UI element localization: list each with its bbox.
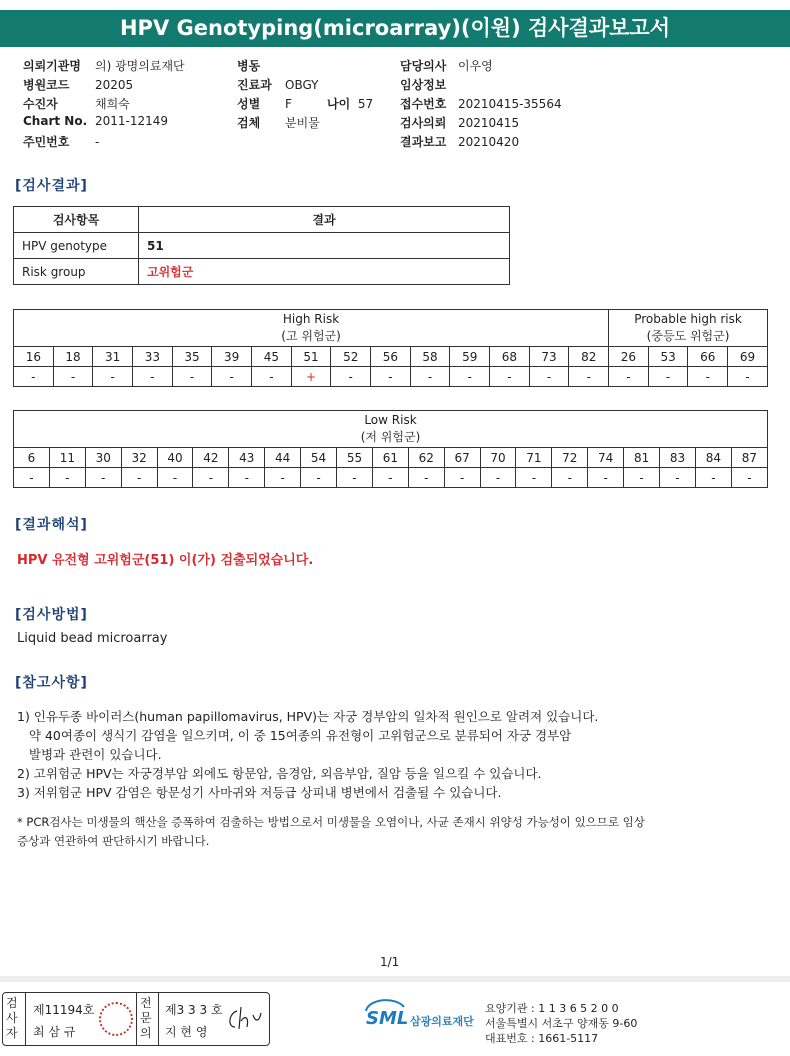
genotype-type: 42 xyxy=(193,448,229,468)
genotype-result: - xyxy=(371,367,411,387)
table-row xyxy=(14,233,510,259)
genotype-type: 67 xyxy=(444,448,480,468)
info-value: 이우영 xyxy=(458,59,493,73)
genotype-result: - xyxy=(252,367,292,387)
genotype-result: - xyxy=(331,367,371,387)
genotype-type: 73 xyxy=(529,347,569,367)
logo-text: SML xyxy=(366,1008,409,1029)
reviewer-name: 지 현 영 xyxy=(165,1025,208,1039)
probable-high-risk-header: Probable high risk (중등도 위험군) xyxy=(609,310,768,347)
genotype-type: 74 xyxy=(588,448,624,468)
result-item: Risk group xyxy=(14,259,139,285)
footnote-line: 증상과 연관하여 판단하시기 바랍니다. xyxy=(17,834,210,848)
genotype-result: - xyxy=(14,367,54,387)
signature-icon xyxy=(225,1005,263,1033)
footnote-line: * PCR검사는 미생물의 핵산을 증폭하여 검출하는 방법으로서 미생물을 오염이나, 사균 존재시 위양성 가능성이 있으므로 임상 xyxy=(17,815,645,829)
genotype-result: - xyxy=(85,468,121,488)
info-value: 2011-12149 xyxy=(95,114,169,128)
high-risk-header: High Risk (고 위험군) xyxy=(14,310,609,347)
result-table xyxy=(13,206,510,285)
page-number: 1/1 xyxy=(380,955,400,969)
section-reference-title: [참고사항] xyxy=(15,675,88,691)
genotype-result: - xyxy=(410,367,450,387)
section-result-title: [검사결과] xyxy=(15,178,88,194)
genotype-result: - xyxy=(490,367,530,387)
examiner-label: 검사자 xyxy=(6,996,18,1040)
info-value: 20210415 xyxy=(458,116,520,130)
genotype-type: 33 xyxy=(133,347,173,367)
section-method-title: [검사방법] xyxy=(15,607,88,623)
info-field xyxy=(23,76,133,93)
genotype-type: 56 xyxy=(371,347,411,367)
org-address: 서울특별시 서초구 양재동 9-60 xyxy=(485,1017,638,1030)
genotype-result: - xyxy=(408,468,444,488)
genotype-result: - xyxy=(516,468,552,488)
info-field xyxy=(23,133,99,150)
info-label: 의뢰기관명 xyxy=(23,59,81,73)
examiner-name: 최 삼 규 xyxy=(33,1025,76,1039)
genotype-type: 44 xyxy=(265,448,301,468)
info-label: 검체 xyxy=(237,116,261,130)
info-field xyxy=(237,57,285,74)
reference-notes xyxy=(17,707,777,802)
reference-line: 1) 인유두종 바이러스(human papillomavirus, HPV)는 자궁 경부암의 일차적 원인으로 알려져 있습니다. xyxy=(17,709,599,724)
info-label: Chart No. xyxy=(23,114,88,128)
institution-code: 요양기관 : 1 1 3 6 5 2 0 0 xyxy=(485,1002,619,1015)
genotype-result: - xyxy=(688,367,728,387)
info-value: F xyxy=(285,97,292,111)
genotype-type: 84 xyxy=(695,448,731,468)
info-value: 20210415-35564 xyxy=(458,97,562,111)
genotype-result: - xyxy=(609,367,649,387)
genotype-result: - xyxy=(229,468,265,488)
genotype-type: 11 xyxy=(49,448,85,468)
org-phone: 대표번호 : 1661-5117 xyxy=(485,1032,599,1045)
genotype-result: - xyxy=(49,468,85,488)
genotype-result: - xyxy=(53,367,93,387)
genotype-result: - xyxy=(121,468,157,488)
genotype-result: - xyxy=(529,367,569,387)
genotype-result: - xyxy=(731,468,767,488)
info-label: 임상정보 xyxy=(400,78,447,92)
info-value: - xyxy=(95,135,100,149)
age-field: 나이 57 xyxy=(327,97,374,111)
genotype-type: 26 xyxy=(609,347,649,367)
info-label: 접수번호 xyxy=(400,97,447,111)
genotype-type: 32 xyxy=(121,448,157,468)
genotype-type: 39 xyxy=(212,347,252,367)
result-value: 51 xyxy=(139,233,510,259)
info-field xyxy=(400,76,458,93)
genotype-result: - xyxy=(193,468,229,488)
genotype-type: 31 xyxy=(93,347,133,367)
reference-line: 약 40여종이 생식기 감염을 일으키며, 이 중 15여종의 유전형이 고위험군으로 분류되어 자궁 경부암 xyxy=(17,728,572,743)
section-interpretation-title: [결과해석] xyxy=(15,517,88,533)
interpretation-text: HPV 유전형 고위험군(51) 이(가) 검출되었습니다. xyxy=(17,553,314,568)
genotype-result: - xyxy=(648,367,688,387)
genotype-type: 51 xyxy=(291,347,331,367)
info-label: 주민번호 xyxy=(23,135,70,149)
genotype-type: 87 xyxy=(731,448,767,468)
result-item: HPV genotype xyxy=(14,233,139,259)
genotype-result: - xyxy=(265,468,301,488)
genotype-result: - xyxy=(660,468,696,488)
info-label: 담당의사 xyxy=(400,59,447,73)
method-text: Liquid bead microarray xyxy=(17,631,168,646)
report-title: HPV Genotyping(microarray)(이원) 검사결과보고서 xyxy=(0,10,790,47)
genotype-type: 16 xyxy=(14,347,54,367)
genotype-type: 72 xyxy=(552,448,588,468)
genotype-type: 69 xyxy=(728,347,768,367)
info-field xyxy=(23,114,168,128)
genotype-type: 62 xyxy=(408,448,444,468)
info-value: 20205 xyxy=(95,78,134,92)
reviewer-number: 제3 3 3 호 xyxy=(165,1003,223,1017)
genotype-type: 40 xyxy=(157,448,193,468)
genotype-result: - xyxy=(480,468,516,488)
info-field xyxy=(400,57,493,74)
info-label: 병원코드 xyxy=(23,78,70,92)
genotype-result: - xyxy=(552,468,588,488)
reference-line: 3) 저위험군 HPV 감염은 항문성기 사마귀와 저등급 상피내 병변에서 검출될 수 있습니다. xyxy=(17,785,502,800)
genotype-type: 53 xyxy=(648,347,688,367)
genotype-result: + xyxy=(291,367,331,387)
genotype-type: 18 xyxy=(53,347,93,367)
genotype-type: 61 xyxy=(372,448,408,468)
genotype-type: 82 xyxy=(569,347,609,367)
info-field xyxy=(237,114,320,131)
info-field xyxy=(400,133,519,150)
genotype-result: - xyxy=(728,367,768,387)
genotype-type: 83 xyxy=(660,448,696,468)
reviewer-label: 전문의 xyxy=(140,996,152,1040)
genotype-result: - xyxy=(337,468,373,488)
genotype-result: - xyxy=(695,468,731,488)
genotype-type: 71 xyxy=(516,448,552,468)
genotype-result: - xyxy=(14,468,50,488)
org-name: 삼광의료재단 xyxy=(410,1015,474,1028)
genotype-result: - xyxy=(444,468,480,488)
risk-group-value: 고위험군 xyxy=(139,259,510,285)
genotype-result: - xyxy=(133,367,173,387)
genotype-result: - xyxy=(212,367,252,387)
reference-line: 2) 고위험군 HPV는 자궁경부암 외에도 항문암, 음경암, 외음부암, 질암 등을 일으킬 수 있습니다. xyxy=(17,766,542,781)
info-value: 분비물 xyxy=(285,116,320,130)
info-label: 병동 xyxy=(237,59,261,73)
info-field xyxy=(237,95,292,112)
info-label: 검사의뢰 xyxy=(400,116,447,130)
genotype-type: 81 xyxy=(624,448,660,468)
info-label: 성별 xyxy=(237,97,261,111)
info-field xyxy=(400,95,562,112)
genotype-result: - xyxy=(624,468,660,488)
genotype-result: - xyxy=(450,367,490,387)
genotype-type: 43 xyxy=(229,448,265,468)
info-field xyxy=(400,114,519,131)
low-risk-header: Low Risk (저 위험군) xyxy=(14,411,768,448)
reference-line: 발병과 관련이 있습니다. xyxy=(17,747,162,762)
seal-stamp-icon xyxy=(99,1002,133,1036)
high-risk-table xyxy=(13,309,768,387)
genotype-result: - xyxy=(157,468,193,488)
genotype-result: - xyxy=(588,468,624,488)
footnote xyxy=(17,813,777,851)
genotype-result: - xyxy=(569,367,609,387)
table-row xyxy=(14,259,510,285)
genotype-type: 52 xyxy=(331,347,371,367)
signature-box xyxy=(2,992,270,1046)
info-label: 진료과 xyxy=(237,78,272,92)
info-field xyxy=(23,95,130,112)
genotype-type: 59 xyxy=(450,347,490,367)
result-header-item: 검사항목 xyxy=(14,207,139,233)
info-value: 의) 광명의료재단 xyxy=(95,59,185,73)
info-value: 채희숙 xyxy=(95,97,130,111)
genotype-result: - xyxy=(301,468,337,488)
genotype-type: 54 xyxy=(301,448,337,468)
genotype-type: 30 xyxy=(85,448,121,468)
genotype-result: - xyxy=(372,468,408,488)
genotype-type: 6 xyxy=(14,448,50,468)
patient-info xyxy=(0,55,790,155)
genotype-type: 66 xyxy=(688,347,728,367)
genotype-type: 55 xyxy=(337,448,373,468)
info-label: 수진자 xyxy=(23,97,58,111)
result-header-value: 결과 xyxy=(139,207,510,233)
genotype-type: 35 xyxy=(172,347,212,367)
info-label: 결과보고 xyxy=(400,135,447,149)
examiner-number: 제11194호 xyxy=(33,1003,95,1017)
genotype-type: 68 xyxy=(490,347,530,367)
info-value: 20210420 xyxy=(458,135,520,149)
genotype-type: 58 xyxy=(410,347,450,367)
genotype-result: - xyxy=(93,367,133,387)
footer-divider xyxy=(0,976,790,982)
info-value: OBGY xyxy=(285,78,319,92)
info-field xyxy=(23,57,185,74)
genotype-type: 70 xyxy=(480,448,516,468)
genotype-type: 45 xyxy=(252,347,292,367)
info-field xyxy=(237,76,319,93)
low-risk-table xyxy=(13,410,768,488)
genotype-result: - xyxy=(172,367,212,387)
